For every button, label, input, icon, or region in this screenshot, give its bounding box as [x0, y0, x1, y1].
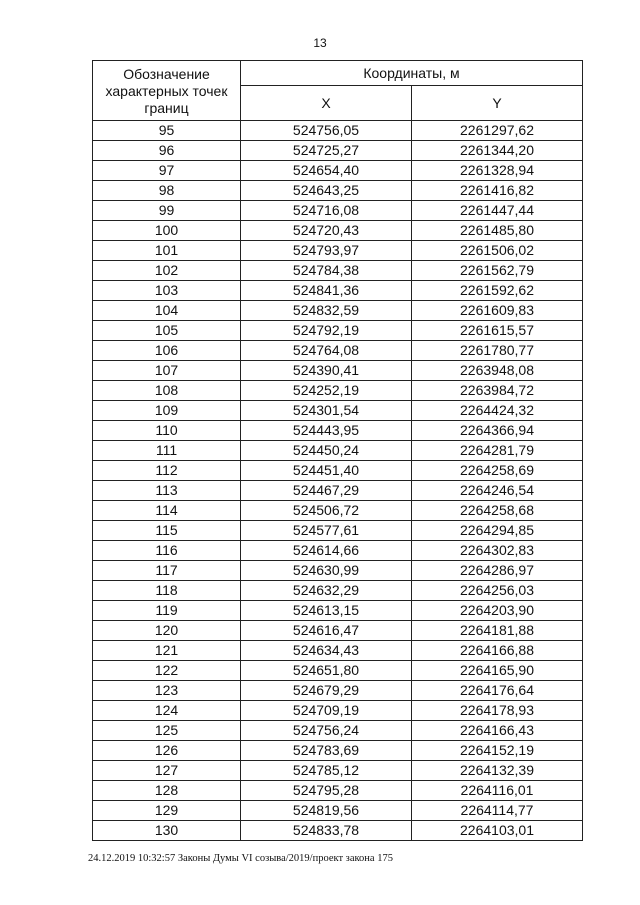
- x-cell: 524634,43: [241, 641, 412, 661]
- table-row: [93, 601, 583, 621]
- document-footer: 24.12.2019 10:32:57 Законы Думы VI созыва/2019/проект закона 175: [88, 853, 393, 864]
- y-cell: 2264181,88: [412, 621, 583, 641]
- point-cell: 105: [93, 321, 241, 341]
- y-cell: 2261328,94: [412, 161, 583, 181]
- table-row: [93, 361, 583, 381]
- table-row: [93, 241, 583, 261]
- x-cell: 524756,24: [241, 721, 412, 741]
- table-row: [93, 261, 583, 281]
- point-cell: 111: [93, 441, 241, 461]
- y-cell: 2264258,68: [412, 501, 583, 521]
- page-number: 13: [313, 36, 327, 50]
- table-row: [93, 341, 583, 361]
- point-cell: 122: [93, 661, 241, 681]
- x-cell: 524451,40: [241, 461, 412, 481]
- point-cell: 102: [93, 261, 241, 281]
- x-cell: 524716,08: [241, 201, 412, 221]
- x-cell: 524443,95: [241, 421, 412, 441]
- table-row: [93, 201, 583, 221]
- table-row: [93, 721, 583, 741]
- y-cell: 2264165,90: [412, 661, 583, 681]
- point-cell: 110: [93, 421, 241, 441]
- y-cell: 2264176,64: [412, 681, 583, 701]
- point-cell: 117: [93, 561, 241, 581]
- table-row: [93, 561, 583, 581]
- y-cell: 2264366,94: [412, 421, 583, 441]
- point-cell: 95: [93, 121, 241, 141]
- point-cell: 127: [93, 761, 241, 781]
- point-cell: 97: [93, 161, 241, 181]
- point-cell: 100: [93, 221, 241, 241]
- y-cell: 2263948,08: [412, 361, 583, 381]
- y-cell: 2261297,62: [412, 121, 583, 141]
- table-row: [93, 161, 583, 181]
- y-cell: 2261416,82: [412, 181, 583, 201]
- table-row: [93, 381, 583, 401]
- y-cell: 2264281,79: [412, 441, 583, 461]
- table-row: [93, 401, 583, 421]
- y-cell: 2264103,01: [412, 821, 583, 841]
- y-cell: 2261780,77: [412, 341, 583, 361]
- point-cell: 106: [93, 341, 241, 361]
- table-row: [93, 781, 583, 801]
- x-cell: 524785,12: [241, 761, 412, 781]
- x-cell: 524643,25: [241, 181, 412, 201]
- x-cell: 524783,69: [241, 741, 412, 761]
- x-cell: 524795,28: [241, 781, 412, 801]
- point-cell: 107: [93, 361, 241, 381]
- table-row: [93, 761, 583, 781]
- x-cell: 524841,36: [241, 281, 412, 301]
- y-cell: 2264166,43: [412, 721, 583, 741]
- table-row: [93, 661, 583, 681]
- y-cell: 2261447,44: [412, 201, 583, 221]
- table-row: [93, 621, 583, 641]
- x-cell: 524616,47: [241, 621, 412, 641]
- table-row: [93, 221, 583, 241]
- point-cell: 126: [93, 741, 241, 761]
- point-cell: 98: [93, 181, 241, 201]
- point-cell: 96: [93, 141, 241, 161]
- x-cell: 524819,56: [241, 801, 412, 821]
- point-cell: 114: [93, 501, 241, 521]
- x-cell: 524651,80: [241, 661, 412, 681]
- table-row: [93, 441, 583, 461]
- x-cell: 524506,72: [241, 501, 412, 521]
- coordinates-table: [92, 60, 583, 841]
- table-row: [93, 521, 583, 541]
- x-cell: 524784,38: [241, 261, 412, 281]
- x-cell: 524793,97: [241, 241, 412, 261]
- y-cell: 2261562,79: [412, 261, 583, 281]
- point-cell: 104: [93, 301, 241, 321]
- y-cell: 2264116,01: [412, 781, 583, 801]
- y-cell: 2261344,20: [412, 141, 583, 161]
- y-cell: 2261615,57: [412, 321, 583, 341]
- table-row: [93, 321, 583, 341]
- table-row: [93, 501, 583, 521]
- x-cell: 524450,24: [241, 441, 412, 461]
- y-cell: 2261506,02: [412, 241, 583, 261]
- y-cell: 2264256,03: [412, 581, 583, 601]
- y-cell: 2264114,77: [412, 801, 583, 821]
- x-cell: 524832,59: [241, 301, 412, 321]
- table-row: [93, 681, 583, 701]
- table-row: [93, 541, 583, 561]
- x-cell: 524720,43: [241, 221, 412, 241]
- point-cell: 129: [93, 801, 241, 821]
- y-cell: 2264166,88: [412, 641, 583, 661]
- table-row: [93, 581, 583, 601]
- y-cell: 2264178,93: [412, 701, 583, 721]
- y-cell: 2264294,85: [412, 521, 583, 541]
- x-cell: 524764,08: [241, 341, 412, 361]
- x-cell: 524630,99: [241, 561, 412, 581]
- point-cell: 115: [93, 521, 241, 541]
- point-cell: 113: [93, 481, 241, 501]
- header-y: Y: [412, 86, 583, 121]
- x-cell: 524792,19: [241, 321, 412, 341]
- x-cell: 524252,19: [241, 381, 412, 401]
- point-cell: 109: [93, 401, 241, 421]
- table-body: [93, 121, 583, 841]
- x-cell: 524632,29: [241, 581, 412, 601]
- table-row: [93, 181, 583, 201]
- header-coordinates: Координаты, м: [241, 61, 583, 86]
- y-cell: 2264424,32: [412, 401, 583, 421]
- point-cell: 101: [93, 241, 241, 261]
- table-row: [93, 141, 583, 161]
- point-cell: 128: [93, 781, 241, 801]
- header-point-designation: Обозначение характерных точек границ: [93, 61, 241, 121]
- table-row: [93, 701, 583, 721]
- point-cell: 116: [93, 541, 241, 561]
- x-cell: 524613,15: [241, 601, 412, 621]
- table-row: [93, 121, 583, 141]
- point-cell: 118: [93, 581, 241, 601]
- point-cell: 112: [93, 461, 241, 481]
- x-cell: 524709,19: [241, 701, 412, 721]
- y-cell: 2261592,62: [412, 281, 583, 301]
- table-row: [93, 801, 583, 821]
- y-cell: 2264302,83: [412, 541, 583, 561]
- point-cell: 124: [93, 701, 241, 721]
- y-cell: 2264152,19: [412, 741, 583, 761]
- table-row: [93, 421, 583, 441]
- table-row: [93, 301, 583, 321]
- table-row: [93, 641, 583, 661]
- y-cell: 2263984,72: [412, 381, 583, 401]
- table-row: [93, 821, 583, 841]
- table-row: [93, 461, 583, 481]
- point-cell: 108: [93, 381, 241, 401]
- point-cell: 123: [93, 681, 241, 701]
- y-cell: 2264203,90: [412, 601, 583, 621]
- y-cell: 2261485,80: [412, 221, 583, 241]
- point-cell: 121: [93, 641, 241, 661]
- x-cell: 524301,54: [241, 401, 412, 421]
- point-cell: 130: [93, 821, 241, 841]
- y-cell: 2261609,83: [412, 301, 583, 321]
- x-cell: 524756,05: [241, 121, 412, 141]
- point-cell: 120: [93, 621, 241, 641]
- table-row: [93, 481, 583, 501]
- x-cell: 524725,27: [241, 141, 412, 161]
- x-cell: 524577,61: [241, 521, 412, 541]
- x-cell: 524390,41: [241, 361, 412, 381]
- y-cell: 2264258,69: [412, 461, 583, 481]
- point-cell: 125: [93, 721, 241, 741]
- point-cell: 103: [93, 281, 241, 301]
- point-cell: 119: [93, 601, 241, 621]
- table-row: [93, 741, 583, 761]
- x-cell: 524679,29: [241, 681, 412, 701]
- x-cell: 524467,29: [241, 481, 412, 501]
- y-cell: 2264246,54: [412, 481, 583, 501]
- x-cell: 524833,78: [241, 821, 412, 841]
- y-cell: 2264286,97: [412, 561, 583, 581]
- y-cell: 2264132,39: [412, 761, 583, 781]
- point-cell: 99: [93, 201, 241, 221]
- table-row: [93, 281, 583, 301]
- header-x: X: [241, 86, 412, 121]
- x-cell: 524614,66: [241, 541, 412, 561]
- x-cell: 524654,40: [241, 161, 412, 181]
